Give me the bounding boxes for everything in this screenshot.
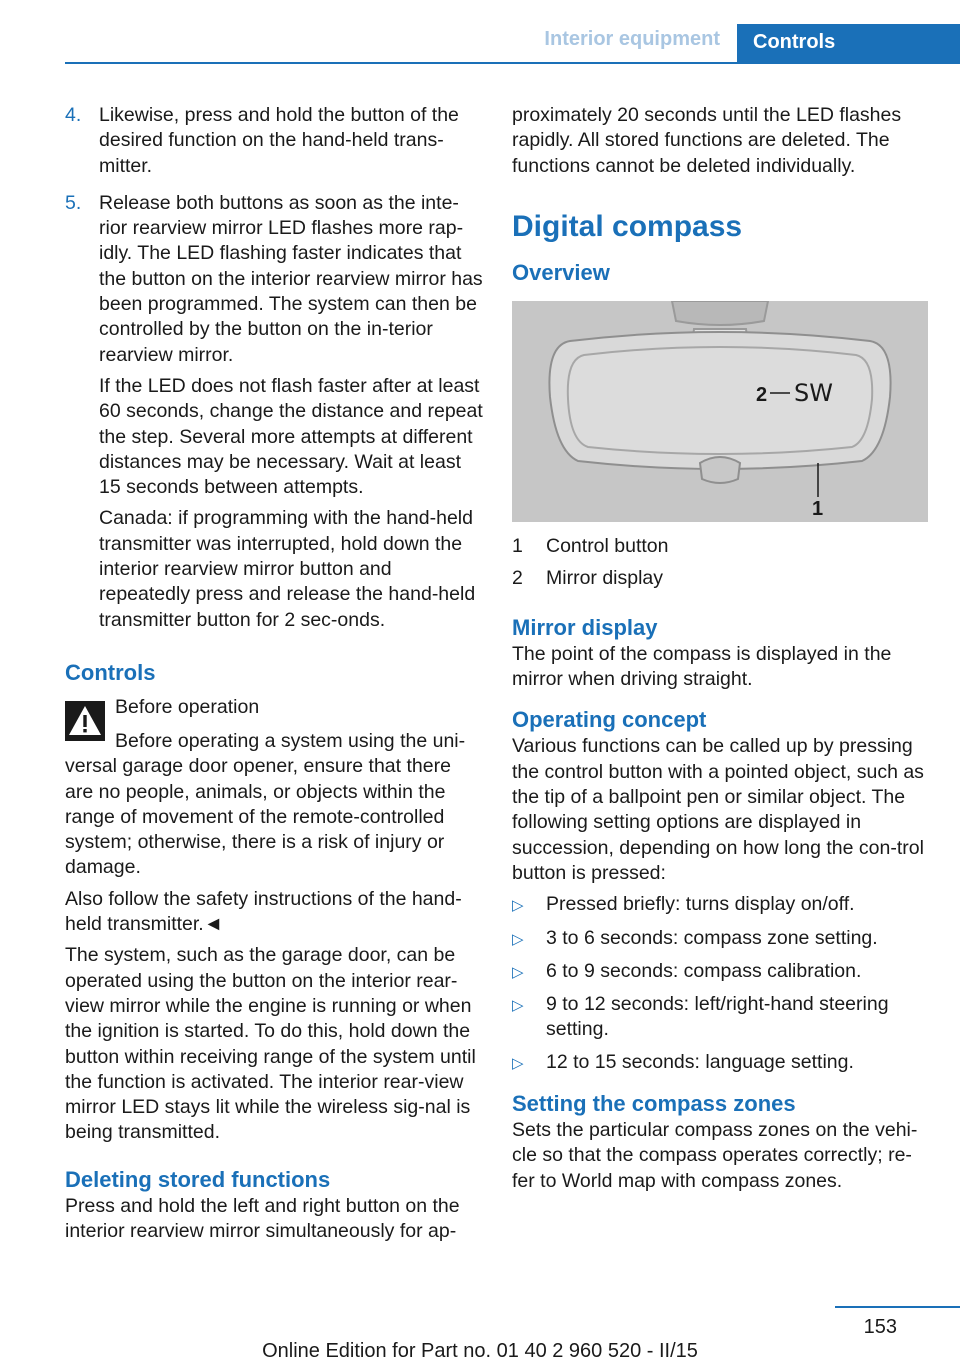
callout-2: 2 xyxy=(756,383,768,406)
delete-text-continued: proximately 20 seconds until the LED flashes rapidly. All stored functions are deleted. The functions cannot be deleted individually. xyxy=(512,104,902,177)
step-text: If the LED does not flash faster after at least 60 seconds, change the distance and repeat the step. Several more attempts at different distances may be necessary. Wait at least 15 seconds between attempts. xyxy=(99,374,483,499)
controls-heading: Controls xyxy=(65,659,156,685)
warning-text: Before operating a system using the uni-versal garage door opener, ensure that there are no people, animals, or objects within the range of movement of the remote-controlled system; otherwise, there is a risk of injury or damage. xyxy=(65,729,466,879)
legend-item xyxy=(512,566,932,598)
left-column xyxy=(65,103,483,1250)
edition-footer: Online Edition for Part no. 01 40 2 960 520 - II/15 xyxy=(262,1340,698,1362)
compass-zones-heading: Setting the compass zones xyxy=(512,1091,796,1117)
mirror-display-heading: Mirror display xyxy=(512,614,658,640)
delete-heading: Deleting stored functions xyxy=(65,1166,331,1192)
list-item-text: 12 to 15 seconds: language setting. xyxy=(546,1050,854,1073)
right-column xyxy=(512,103,932,1200)
list-item-text: 9 to 12 seconds: left/right-hand steering setting. xyxy=(546,993,889,1041)
list-item xyxy=(512,992,932,1043)
mirror-figure xyxy=(512,301,928,522)
step-text: Canada: if programming with the hand-held transmitter was interrupted, hold down the interior rearview mirror button and repeatedly press and release the hand-held transmitter button for 2 sec-onds. xyxy=(99,507,476,631)
compass-zones-text: Sets the particular compass zones on the vehi-cle so that the compass operates correctly; re-fer to World map with compass zones. xyxy=(512,1119,918,1192)
mirror-display-text: The point of the compass is displayed in the mirror when driving straight. xyxy=(512,642,892,691)
list-item-text: 3 to 6 seconds: compass zone setting. xyxy=(546,926,878,949)
page-number: 153 xyxy=(863,1316,897,1338)
header-chapter-tab: Controls xyxy=(737,24,960,64)
step-5 xyxy=(65,191,483,639)
setting-options-list xyxy=(512,892,932,1076)
list-item-text: 6 to 9 seconds: compass calibration. xyxy=(546,959,862,982)
legend-number: 2 xyxy=(512,566,523,589)
safety-text: Also follow the safety instructions of the hand-held transmitter.◄ xyxy=(65,887,462,936)
triangle-bullet-icon: ▷ xyxy=(512,930,524,948)
header-rule xyxy=(65,62,960,64)
operating-concept-text: Various functions can be called up by pressing the control button with a pointed object, such as the tip of a ballpoint pen or similar object. The following setting options are displayed in succession, depending on how long the con-trol button is pressed: xyxy=(512,735,924,884)
list-item-text: Pressed briefly: turns display on/off. xyxy=(546,893,855,916)
system-text: The system, such as the garage door, can be operated using the button on the interior rear-view mirror while the engine is running or when the ignition is started. To do this, hold down the button within receiving range of the system until the function is activated. The interior rear-view mirror LED stays lit while the wireless sig-nal is being transmitted. xyxy=(65,944,476,1144)
callout-1: 1 xyxy=(812,497,824,520)
step-text: Likewise, press and hold the button of the desired function on the hand-held trans-mitter. xyxy=(99,104,459,177)
footer-rule xyxy=(835,1306,960,1308)
figure-legend xyxy=(512,534,932,598)
step-4 xyxy=(65,103,483,185)
step-number: 4. xyxy=(65,104,82,126)
legend-label: Mirror display xyxy=(546,566,664,589)
list-item xyxy=(512,926,932,952)
legend-item xyxy=(512,534,932,566)
step-text: Release both buttons as soon as the inte-rior rearview mirror LED flashes more rap-idly. The LED flashing faster indicates that the button on the interior rearview mirror has been programmed. The system can then be controlled by the button on the in-terior rearview mirror. xyxy=(99,191,483,366)
header-section: Interior equipment xyxy=(544,28,720,50)
overview-heading: Overview xyxy=(512,259,610,285)
list-item xyxy=(512,959,932,985)
compass-heading: Digital compass xyxy=(512,209,743,243)
warning-title: Before operation xyxy=(115,695,260,718)
triangle-bullet-icon: ▷ xyxy=(512,997,524,1015)
display-text: SW xyxy=(794,378,833,407)
legend-number: 1 xyxy=(512,534,523,557)
triangle-bullet-icon: ▷ xyxy=(512,897,524,915)
delete-text: Press and hold the left and right button on the interior rearview mirror simultaneously for ap- xyxy=(65,1194,460,1242)
triangle-bullet-icon: ▷ xyxy=(512,1054,524,1072)
legend-label: Control button xyxy=(546,534,669,557)
triangle-bullet-icon: ▷ xyxy=(512,963,524,981)
operating-concept-heading: Operating concept xyxy=(512,707,707,733)
list-item xyxy=(512,1050,932,1076)
rearview-mirror-illustration xyxy=(512,301,928,522)
list-item xyxy=(512,892,932,918)
step-number: 5. xyxy=(65,191,82,214)
warning-triangle-icon xyxy=(65,701,105,741)
